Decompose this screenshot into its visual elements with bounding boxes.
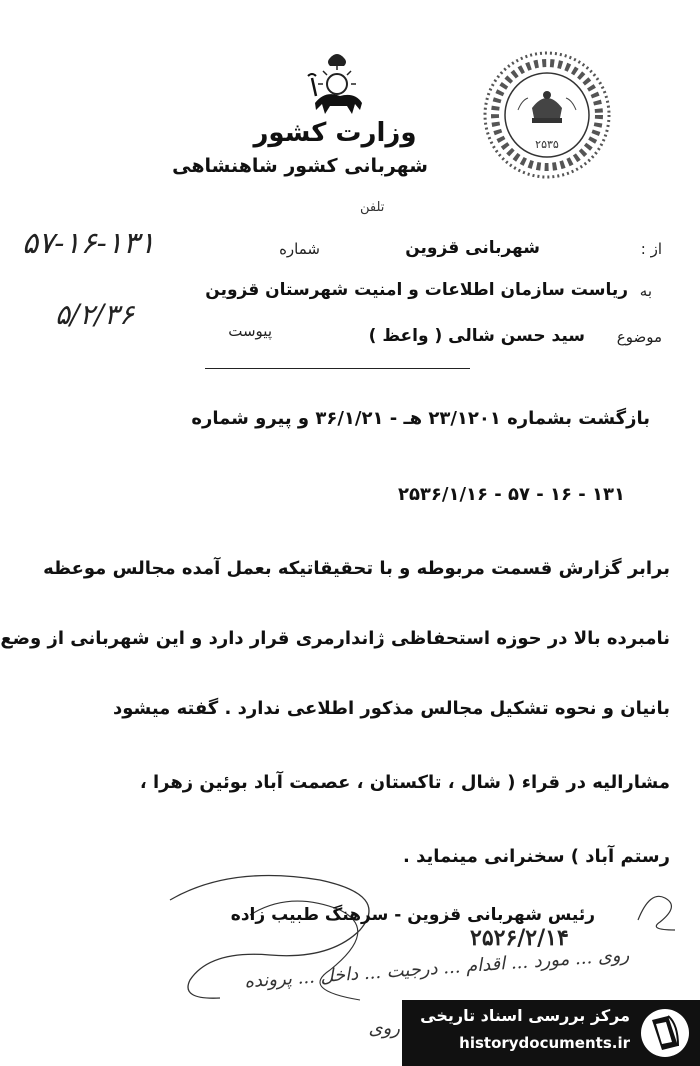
ministry-title: وزارت کشور xyxy=(253,118,417,148)
date-value: ۵/۲/۳۶ xyxy=(55,298,135,331)
phone-label: تلفن xyxy=(360,200,385,215)
lion-and-sun-emblem-icon xyxy=(300,48,375,123)
from-value: شهربانی قزوین xyxy=(405,238,540,258)
seal-year: ۲۵۳۵ xyxy=(535,138,559,151)
footer-website: historydocuments.ir xyxy=(459,1034,630,1052)
from-label: از : xyxy=(640,240,662,258)
signature-text: رئیس شهربانی قزوین - سرهنگ طبیب زاده xyxy=(230,905,595,925)
to-label: به xyxy=(639,282,652,300)
handwritten-note-line-2: روی xyxy=(368,1018,400,1039)
to-value: ریاست سازمان اطلاعات و امنیت شهرستان قزوین xyxy=(205,280,628,300)
number-label: شماره xyxy=(279,240,320,258)
office-title: شهربانی کشور شاهنشاهی xyxy=(172,155,428,177)
corner-scribble-icon xyxy=(630,880,685,935)
body-line-4: نامبرده بالا در حوزه استحفاظی ژاندارمری قرار دارد و این شهربانی از وضع xyxy=(0,628,670,649)
official-seal-icon xyxy=(482,50,612,180)
signature-date-stamp: ۲۵۲۶/۲/۱۴ xyxy=(470,925,569,951)
subject-value: سید حسن شالی ( واعظ ) xyxy=(368,326,585,346)
handwritten-note-line-1: روی ... مورد ... اقدام ... درجیت ... داخل ... پرونده xyxy=(244,944,631,993)
header-divider xyxy=(205,368,470,369)
footer-org-name: مرکز بررسی اسناد تاریخی xyxy=(420,1006,630,1025)
subject-label: موضوع xyxy=(616,328,662,346)
body-line-7: رستم آباد ) سخنرانی مینماید . xyxy=(402,846,670,867)
body-line-1: بازگشت بشماره ۲۳/۱۲۰۱ هـ - ۳۶/۱/۲۱ و پیرو شماره xyxy=(191,408,650,429)
document-archive-logo-icon xyxy=(638,1006,692,1060)
number-value: ۵۷-۱۶-۱۳۱ xyxy=(22,226,156,261)
body-line-2: ۱۳۱ - ۱۶ - ۵۷ - ۲۵۳۶/۱/۱۶ xyxy=(397,484,625,505)
footer-watermark xyxy=(402,1000,700,1066)
attachment-label: پیوست xyxy=(228,322,272,340)
body-line-6: مشارالیه در قراء ( شال ، تاکستان ، عصمت آباد بوئین زهرا ، xyxy=(139,772,670,793)
body-line-5: بانیان و نحوه تشکیل مجالس مذکور اطلاعی ندارد . گفته میشود xyxy=(112,698,670,719)
body-line-3: برابر گزارش قسمت مربوطه و با تحقیقاتیکه بعمل آمده مجالس موعظه xyxy=(43,558,670,579)
